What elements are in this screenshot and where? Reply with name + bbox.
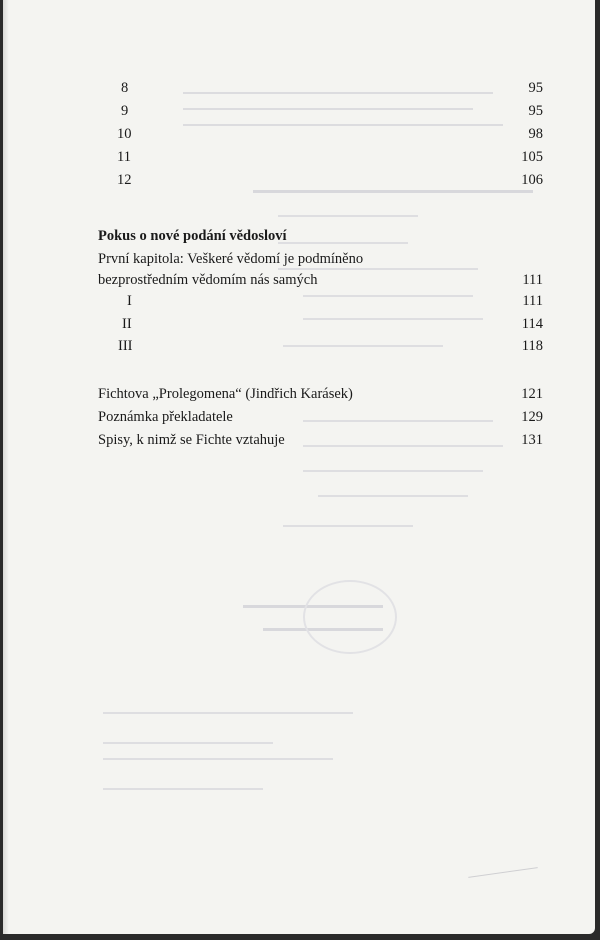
toc-entry-page: 114 — [521, 316, 543, 332]
toc-entry-label: Fichtova „Prolegomena“ (Jindřich Karásek) — [98, 386, 353, 402]
toc-entry-first-chapter-line1: První kapitola: Veškeré vědomí je podmíněno — [98, 251, 364, 267]
toc-entry — [3, 270, 595, 290]
toc-entry-page: 129 — [521, 409, 543, 425]
toc-entry — [3, 336, 595, 356]
toc-entry — [3, 407, 595, 427]
book-page — [3, 0, 595, 934]
toc-entry-page: 106 — [521, 172, 543, 188]
toc-entry-label: Spisy, k nimž se Fichte vztahuje — [98, 432, 285, 448]
toc-entry — [3, 291, 595, 311]
toc-entry — [3, 101, 595, 121]
toc-entry-label: 10 — [117, 126, 132, 142]
toc-entry-label: I — [127, 293, 132, 309]
toc-entry-page: 131 — [521, 432, 543, 448]
toc-entry-page: 121 — [521, 386, 543, 402]
toc-entry-label: III — [118, 338, 133, 354]
toc-entry-label: bezprostředním vědomím nás samých — [98, 272, 318, 288]
toc-entry-page: 111 — [522, 272, 543, 288]
toc-entry — [3, 384, 595, 404]
toc-entry — [3, 78, 595, 98]
toc-entry — [3, 124, 595, 144]
toc-entry — [3, 430, 595, 450]
toc-entry-label: 11 — [117, 149, 131, 165]
toc-entry-page: 95 — [528, 80, 543, 96]
toc-entry-label: Poznámka překladatele — [98, 409, 233, 425]
toc-entry-page: 95 — [528, 103, 543, 119]
toc-entry-page: 98 — [528, 126, 543, 142]
toc-entry — [3, 314, 595, 334]
table-of-contents — [3, 0, 595, 934]
toc-entry — [3, 170, 595, 190]
section-heading: Pokus o nové podání vědosloví — [98, 228, 287, 244]
toc-entry-label: 8 — [121, 80, 129, 96]
toc-entry-label: II — [122, 316, 132, 332]
toc-entry-page: 105 — [521, 149, 543, 165]
toc-entry-page: 111 — [522, 293, 543, 309]
toc-entry-page: 118 — [521, 338, 543, 354]
toc-entry — [3, 147, 595, 167]
toc-entry-label: 9 — [121, 103, 129, 119]
toc-entry-label: 12 — [117, 172, 132, 188]
